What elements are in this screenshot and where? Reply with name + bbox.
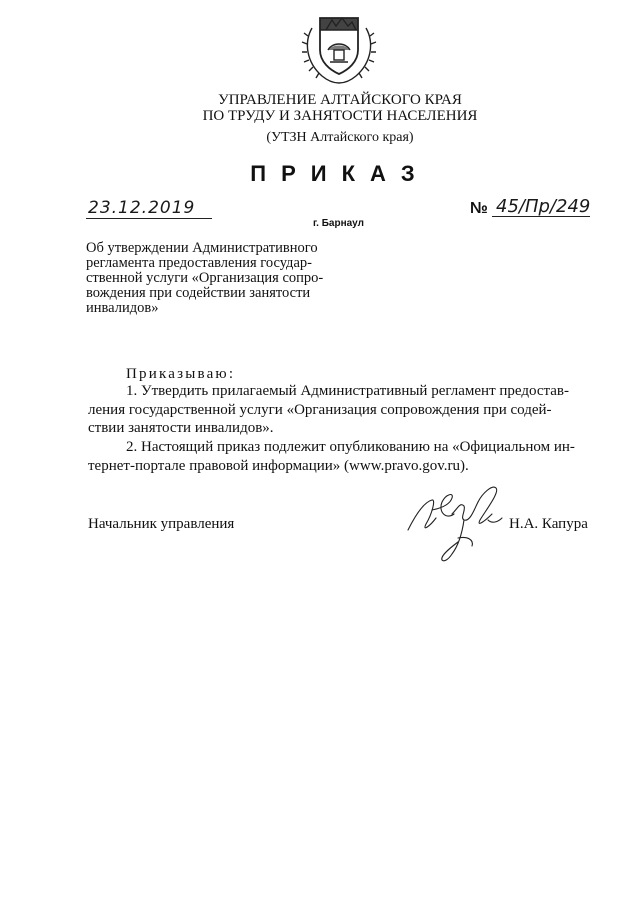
- signer-name: Н.А. Капура: [509, 516, 588, 532]
- org-name-line1: УПРАВЛЕНИЕ АЛТАЙСКОГО КРАЯ: [218, 92, 462, 108]
- coat-of-arms-emblem: [298, 6, 380, 86]
- order-number: 45/Пр/249: [496, 196, 591, 217]
- order-item-2: [88, 438, 590, 475]
- order-word: Приказываю:: [126, 366, 236, 382]
- org-name-line2: ПО ТРУДУ И ЗАНЯТОСТИ НАСЕЛЕНИЯ: [202, 108, 478, 124]
- number-underline: [492, 216, 590, 217]
- number-label: №: [470, 200, 488, 217]
- order-item-1: [88, 382, 590, 438]
- subject-line: ственной услуги «Организация сопро-: [86, 270, 324, 286]
- item-line: ствии занятости инвалидов».: [88, 420, 274, 436]
- subject-line: вождения при содействии занятости: [86, 285, 311, 301]
- item-line: тернет-портале правовой информации» (www.pravo.gov.ru).: [88, 457, 469, 474]
- item-line: ления государственной услуги «Организация сопровождения при содей-: [88, 401, 552, 418]
- subject-line: инвалидов»: [86, 300, 159, 316]
- order-subject: [86, 241, 338, 316]
- item-line: 1. Утвердить прилагаемый Административный регламент предостав-: [126, 383, 569, 399]
- subject-line: регламента предоставления государ-: [86, 255, 312, 271]
- city-label: г. Барнаул: [313, 218, 364, 229]
- date-underline: [86, 218, 212, 219]
- handwritten-signature: [402, 480, 512, 568]
- item-line: 2. Настоящий приказ подлежит опубликованию на «Официальном ин-: [126, 439, 575, 455]
- signer-position: Начальник управления: [88, 516, 235, 532]
- order-date: 23.12.2019: [88, 198, 196, 218]
- subject-line: Об утверждении Административного: [86, 240, 318, 256]
- document-title: ПРИКАЗ: [250, 161, 430, 186]
- org-short-name: (УТЗН Алтайского края): [266, 130, 414, 145]
